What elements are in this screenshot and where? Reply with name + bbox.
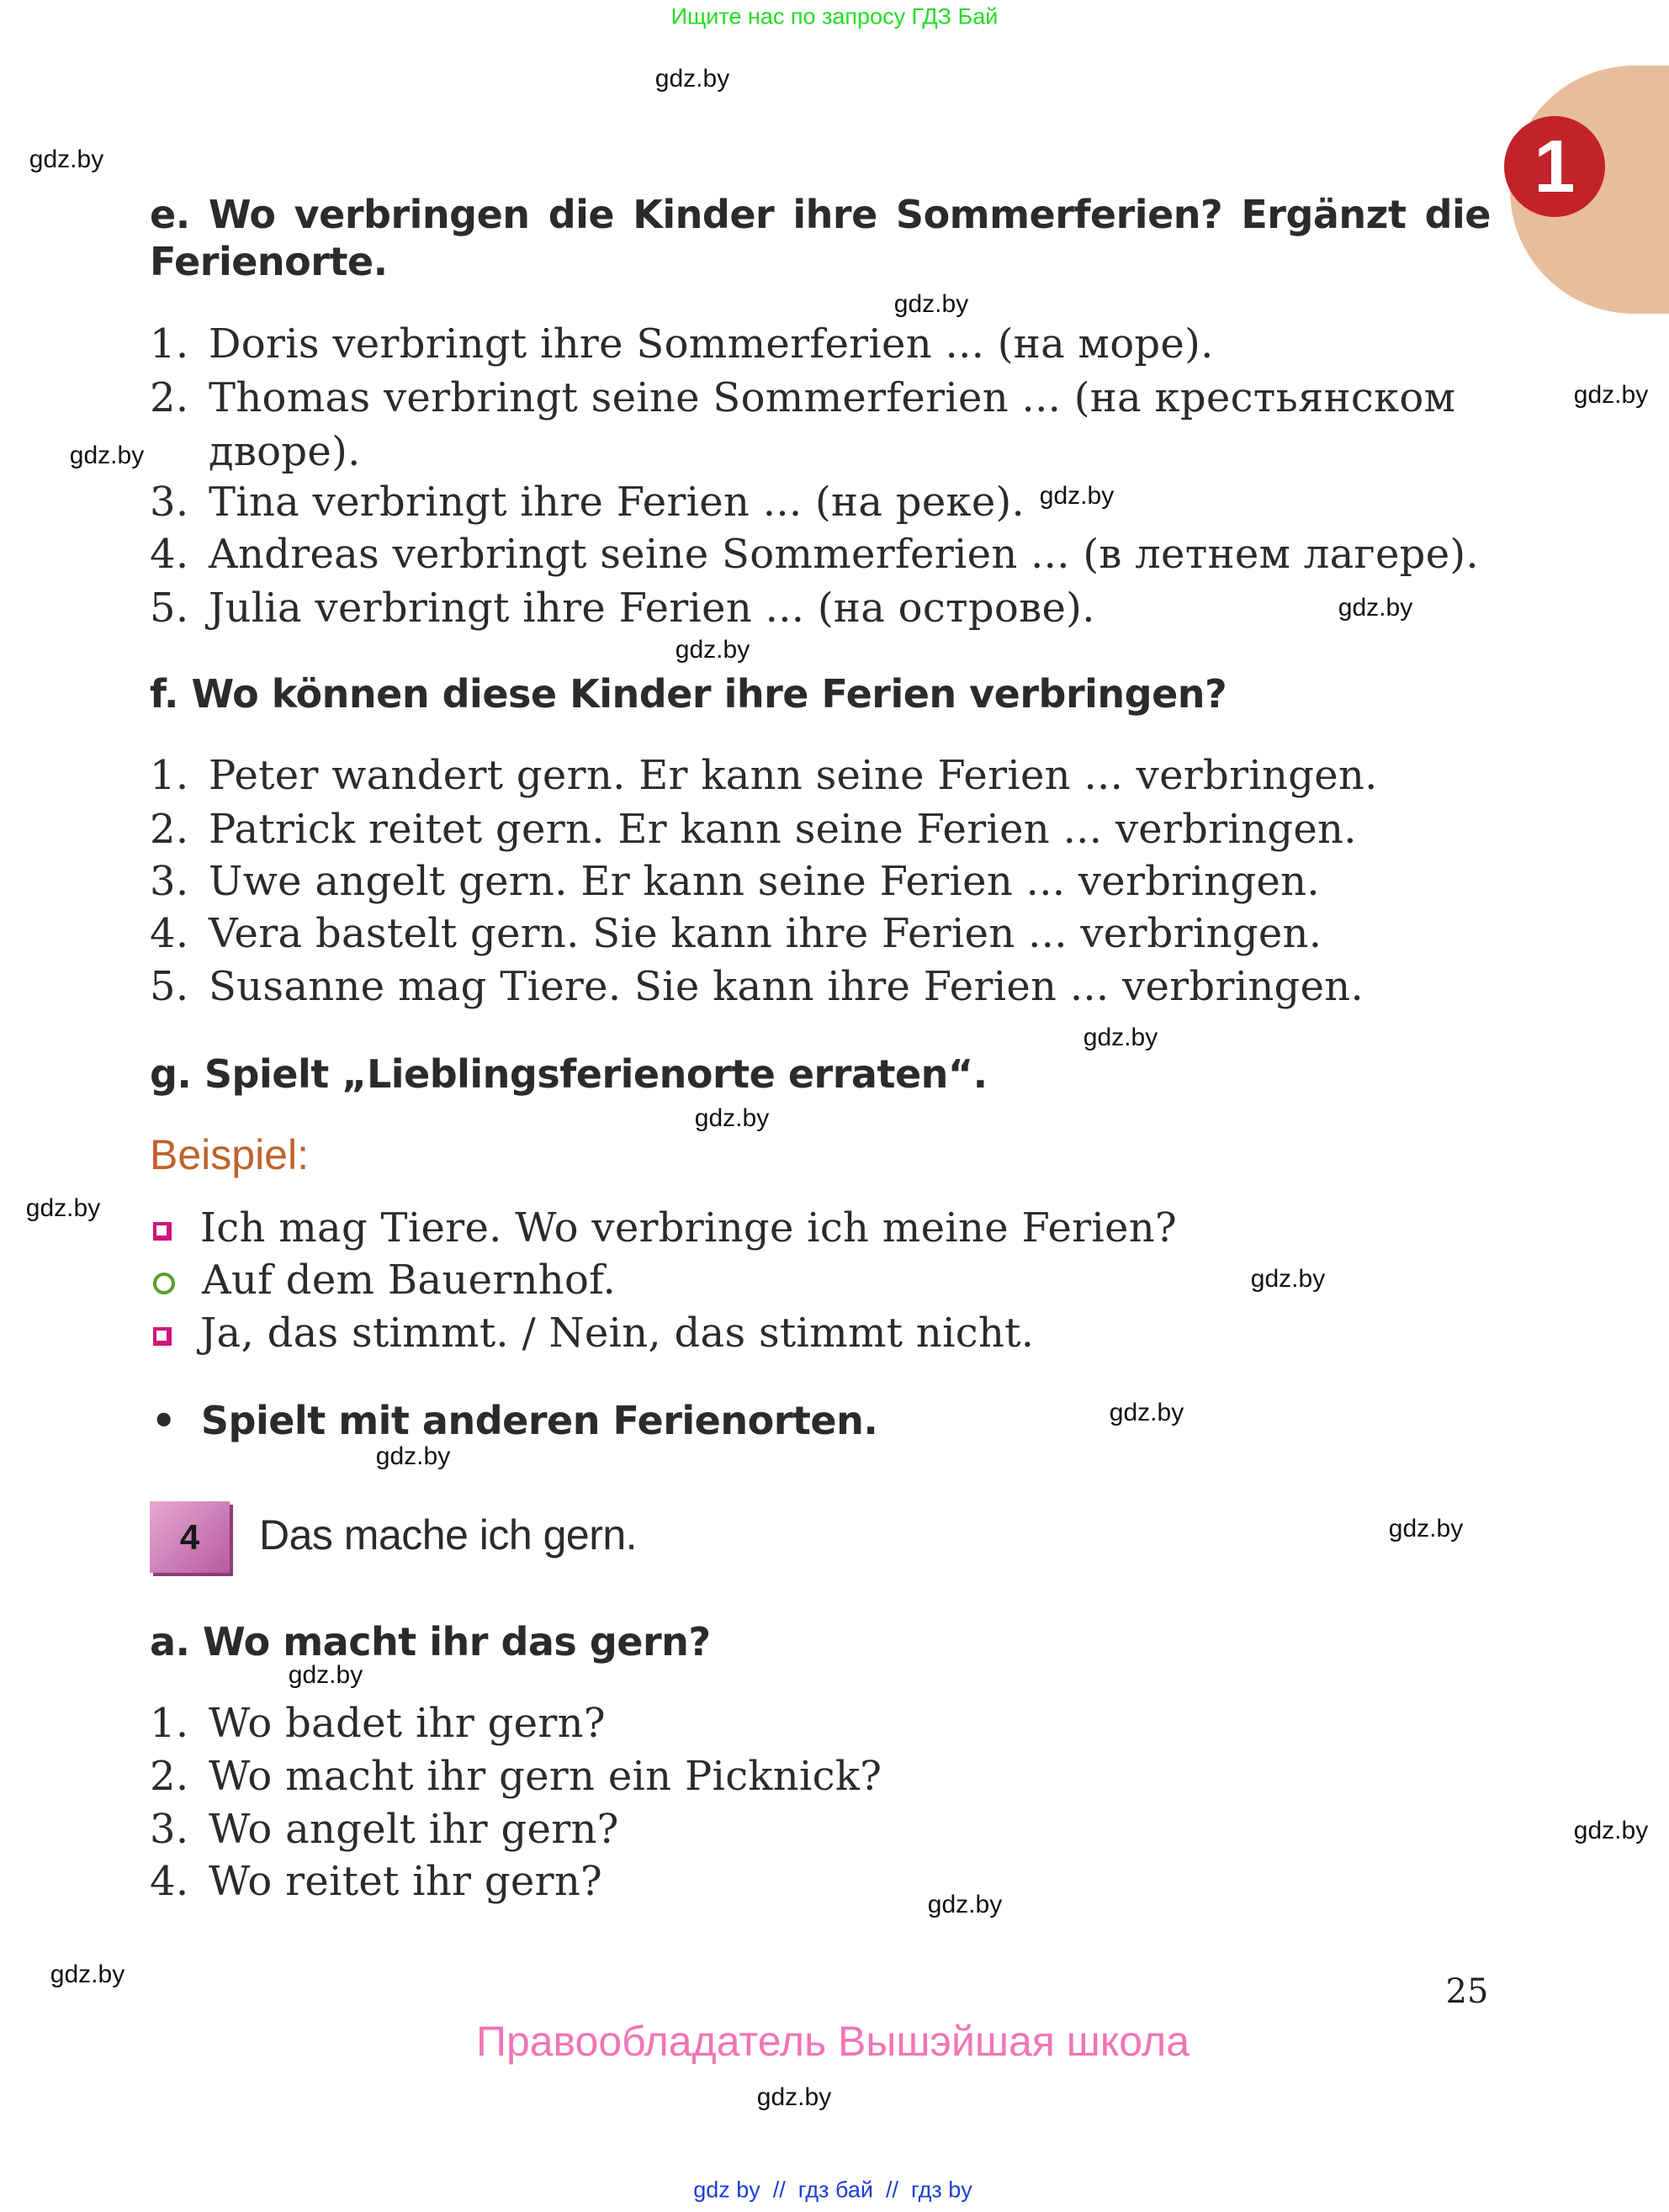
list-item: 5. Susanne mag Tiere. Sie kann ihre Ferien ... verbringen.: [150, 963, 1364, 1010]
watermark: gdz.by: [375, 1442, 451, 1470]
bullet-dot-icon: •: [151, 1398, 176, 1443]
watermark: gdz.by: [1083, 1024, 1158, 1051]
bullet-item: • Spielt mit anderen Ferienorten.: [151, 1398, 878, 1443]
list-item: 2. Patrick reitet gern. Er kann seine Ferien ... verbringen.: [150, 806, 1357, 853]
list-item: 1. Wo badet ihr gern?: [150, 1700, 606, 1747]
watermark: gdz.by: [288, 1661, 363, 1689]
list-item: дворе).: [209, 428, 361, 475]
beispiel-label: Beispiel:: [150, 1131, 309, 1178]
watermark: gdz.by: [1109, 1399, 1184, 1426]
list-item: 3. Wo angelt ihr gern?: [150, 1806, 619, 1853]
task-title: Das mache ich gern.: [259, 1511, 638, 1558]
watermark: gdz.by: [1338, 594, 1413, 622]
watermark: gdz.by: [25, 1194, 101, 1222]
watermark: gdz.by: [756, 2083, 832, 2111]
chapter-badge: 1: [1504, 116, 1605, 217]
list-item: 3. Tina verbringt ihre Ferien ... (на реке).: [150, 479, 1025, 526]
dialog-line: Auf dem Bauernhof.: [153, 1257, 616, 1304]
list-item: 4. Vera bastelt gern. Sie kann ihre Ferien ... verbringen.: [150, 910, 1322, 957]
list-item: 2. Thomas verbringt seine Sommerferien ... (на крестьянском: [150, 374, 1456, 421]
list-item: 1. Doris verbringt ihre Sommerferien ... (на море).: [150, 320, 1214, 368]
watermark: gdz.by: [1573, 381, 1649, 409]
watermark: gdz.by: [1039, 482, 1115, 510]
list-item: 5. Julia verbringt ihre Ferien ... (на острове).: [150, 585, 1095, 632]
top-banner[interactable]: Ищите нас по запросу ГДЗ Бай: [670, 3, 999, 29]
circle-bullet-icon: [153, 1273, 175, 1294]
section-g-heading: g. Spielt „Lieblingsferienorte erraten“.: [150, 1051, 988, 1097]
square-bullet-icon: [153, 1222, 172, 1241]
watermark: gdz.by: [893, 290, 969, 318]
section-e-heading-line1: e. Wo verbringen die Kinder ihre Sommerferien? Ergänzt die: [150, 192, 1491, 237]
footer-links[interactable]: gdz by // гдз бай // гдз by: [693, 2177, 972, 2203]
watermark: gdz.by: [50, 1961, 125, 1988]
list-item: 4. Andreas verbringt seine Sommerferien ... (в летнем лагере).: [150, 531, 1479, 578]
watermark: gdz.by: [1388, 1515, 1464, 1543]
watermark: gdz.by: [927, 1891, 1003, 1918]
section-f-heading: f. Wo können diese Kinder ihre Ferien verbringen?: [150, 671, 1227, 717]
task-number-badge: 4: [150, 1501, 230, 1573]
watermark: gdz.by: [29, 146, 104, 173]
square-bullet-icon: [153, 1327, 172, 1346]
dialog-line: Ich mag Tiere. Wo verbringe ich meine Ferien?: [153, 1204, 1177, 1252]
watermark: gdz.by: [1250, 1265, 1326, 1293]
watermark: gdz.by: [69, 442, 145, 469]
watermark: gdz.by: [1573, 1817, 1649, 1844]
watermark: gdz.by: [694, 1104, 770, 1132]
task-a-heading: a. Wo macht ihr das gern?: [150, 1619, 711, 1664]
watermark: gdz.by: [675, 636, 750, 664]
page-number: 25: [1445, 1972, 1489, 2011]
copyright-notice: Правообладатель Вышэйшая школа: [476, 2018, 1189, 2065]
list-item: 3. Uwe angelt gern. Er kann seine Ferien ... verbringen.: [150, 858, 1320, 905]
list-item: 1. Peter wandert gern. Er kann seine Ferien ... verbringen.: [150, 752, 1378, 799]
dialog-line: Ja, das stimmt. / Nein, das stimmt nicht.: [153, 1310, 1034, 1357]
watermark: gdz.by: [654, 65, 730, 93]
list-item: 4. Wo reitet ihr gern?: [150, 1858, 603, 1905]
list-item: 2. Wo macht ihr gern ein Picknick?: [150, 1753, 882, 1800]
section-e-heading-line2: Ferienorte.: [150, 239, 388, 284]
